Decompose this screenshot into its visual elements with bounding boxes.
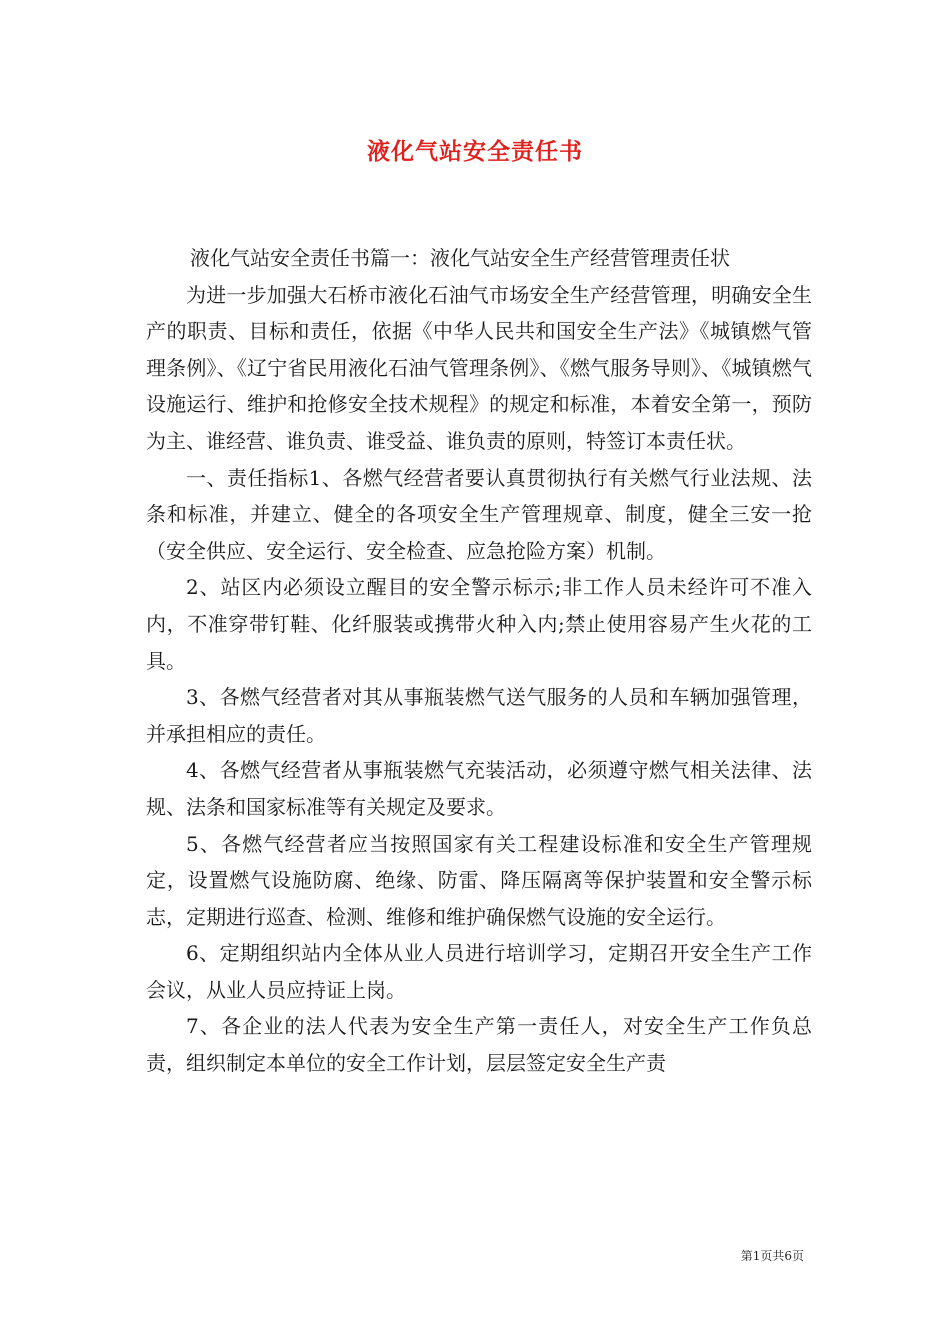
page-number: 第1页共6页 — [740, 1249, 804, 1263]
paragraph-item-1: 一、责任指标1、各燃气经营者要认真贯彻执行有关燃气行业法规、法条和标准，并建立、健全的各项安全生产管理规章、制度，健全三安一抢（安全供应、安全运行、安全检查、应急抢险方案）机制。 — [146, 465, 812, 563]
paragraph-item-2: 2、站区内必须设立醒目的安全警示标示;非工作人员未经许可不准入内，不准穿带钉鞋、化纤服装或携带火种入内;禁止使用容易产生火花的工具。 — [146, 575, 812, 673]
paragraph-intro: 为进一步加强大石桥市液化石油气市场安全生产经营管理，明确安全生产的职责、目标和责任，依据《中华人民共和国安全生产法》《城镇燃气管理条例》、《辽宁省民用液化石油气管理条例》、《燃气服务导则》、《城镇燃气设施运行、维护和抢修安全技术规程》的规定和标准，本着安全第一，预防为主、谁经营、谁负责、谁受益、谁负责的原则，特签订本责任状。 — [146, 282, 812, 453]
paragraph-item-3: 3、各燃气经营者对其从事瓶装燃气送气服务的人员和车辆加强管理，并承担相应的责任。 — [146, 685, 812, 746]
document-body — [146, 240, 812, 1082]
document-title: 液化气站安全责任书 — [367, 138, 583, 165]
paragraph-item-7: 7、各企业的法人代表为安全生产第一责任人，对安全生产工作负总责，组织制定本单位的安全工作计划，层层签定安全生产责 — [146, 1014, 812, 1076]
paragraph-item-4: 4、各燃气经营者从事瓶装燃气充装活动，必须遵守燃气相关法律、法规、法条和国家标准等有关规定及要求。 — [146, 758, 812, 819]
section-heading: 液化气站安全责任书篇一：液化气站安全生产经营管理责任状 — [190, 246, 730, 270]
paragraph-item-5: 5、各燃气经营者应当按照国家有关工程建设标准和安全生产管理规定，设置燃气设施防腐、绝缘、防雷、降压隔离等保护装置和安全警示标志，定期进行巡查、检测、维修和维护确保燃气设施的安全运行。 — [146, 831, 812, 929]
paragraph-item-6: 6、定期组织站内全体从业人员进行培训学习，定期召开安全生产工作会议，从业人员应持证上岗。 — [146, 941, 812, 1002]
